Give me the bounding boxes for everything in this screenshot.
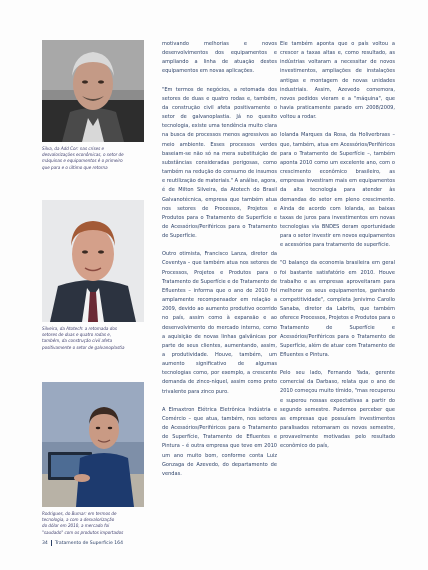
caption-silva: Silva, da Add Cor: nas crises e desvalorizações econômicas, o setor de máquinas e equipamentos é o primeiro que para e o último que retorna [42, 146, 124, 170]
article-column-2 [162, 40, 277, 488]
paragraph: A Elmaxtron Elétrica Eletrônica Indústria e Comércio – que atua, também, nos setores de Acessórios/Periféricos para o Tratamento de Superfície, Tratamento de Efluentes e Pintura – é outra empresa que teve em 2010 um ano muito bom, conforme conta Luiz Gonzaga de Azevedo, do departamento de vendas. [162, 406, 277, 477]
publication-name: Tratamento de Superfície 164 [54, 540, 124, 546]
paragraph: Pelo seu lado, Fernando Yada, gerente comercial da Darbaso, relata que o ano de 2010 começou muito tímido, "mas recuperou e superou nossas expectativas a partir do segundo semestre. Pudemos perceber que as empresas que possuíam investimentos paralisados retomaram os novos semestre, provavelmente motivadas pelo resultado econômico do país, [280, 370, 395, 450]
caption-rodrigues: Rodrigues, do Bumar: em termos de tecnologia, a com a desvalorização do dólar em 2010, a mercado foi "saudado" com os produtos importados [42, 511, 124, 535]
article-column-3 [280, 40, 395, 461]
paragraph: "Em termos de negócios, a retomada dos setores de duas e quatro rodas e, também, da construção civil afeta positivamente o setor de galvanoplastia. Já no quesito tecnologia, existe uma tendência muito clara na busca de processos menos agressivos ao meio ambiente. Esses processos verdes baseiam-se não só na mera substituição de substâncias consideradas perigosas, como também na redução do consumo de insumos e reutilização de materiais." A análise, agora, é de Milton Silveira, da Atotech do Brasil Galvanotécnica, empresa que também atua nos setores de Processos, Projetos e Produtos para o Tratamento de Superfície e de Acessórios/Periféricos para o Tratamento de Superfície. [162, 86, 277, 240]
paragraph: Outro otimista, Francisco Lanza, diretor da Coventya – que também atua nos setores de Processos, Projetos e Produtos para o Tratamento de Superfície e de Tratamento de Efluentes – informa que o ano de 2010 foi amplamente recompensador em relação a 2009, devido ao aumento produtivo ocorrido no país, assim como à expansão e ao desenvolvimento do mercado interno, como a aquisição de novas linhas galvânicas por parte de seus clientes, aumentando, assim, a produtividade. Houve, também, um aumento significativo de algumas tecnologias como, por exemplo, a crescente demanda de zinco-níquel, assim como preto trivalente para zinco puro. [162, 251, 277, 395]
footer-divider [51, 540, 52, 546]
photo-silveira [42, 200, 144, 322]
photo-column [42, 40, 144, 549]
paragraph: "O balanço da economia brasileira em geral foi bastante satisfatório em 2010. Houve trabalho e as empresas aproveitaram para melhorar os seus equipamentos, ganhando competitividade", completa Jenivimo Carollo Sanaba, diretor da Labrits, que também oferece Processos, Projetos e Produtos para o Tratamento de Superfície e Acessórios/Periféricos para o Tratamento de Superfície, além de atuar com Tratamento de Efluentes e Pintura. [280, 260, 395, 358]
paragraph: Ele também aponta que o país voltou a crescer a taxas altas e, como resultado, as indústrias voltaram a necessitar de novos investimentos, ampliações de instalações antigas e montagem de novas unidades industriais. Assim, Azevedo comemora, novos pedidos vieram e a "máquina", que havia praticamente parado em 2008/2009, voltou a rodar. [280, 41, 395, 121]
photo-rodrigues [42, 382, 144, 507]
caption-silveira: Silveira, da Atotech: a retomada dos setores de duas e quatro rodas e, também, da construção civil afeta positivamente o setor de galvanoplastia [42, 326, 125, 350]
paragraph: motivando melhorias e novos desenvolvimentos dos equipamentos e ampliando a linha de atuação destes equipamentos em novas aplicações. [162, 41, 277, 75]
photo-silva [42, 40, 144, 142]
page-footer [42, 540, 123, 546]
paragraph: Iolanda Marques da Rosa, da Holiverbrass – que, também, atua em Acessórios/Periféricos para o Tratamento de Superfície –, também aponta 2010 como um excelente ano, com o crescimento econômico brasileiro, as empresas investiram mais em equipamentos da alta tecnologia para atender às demandas do setor em pleno crescimento. Ainda de acordo com Iolanda, as baixas taxas de juros para investimentos em novas tecnologias via BNDES deram oportunidade para o setor investir em novos equipamentos e acessórios para tratamento de superfície. [280, 132, 395, 249]
page-number: 34 [42, 540, 48, 546]
